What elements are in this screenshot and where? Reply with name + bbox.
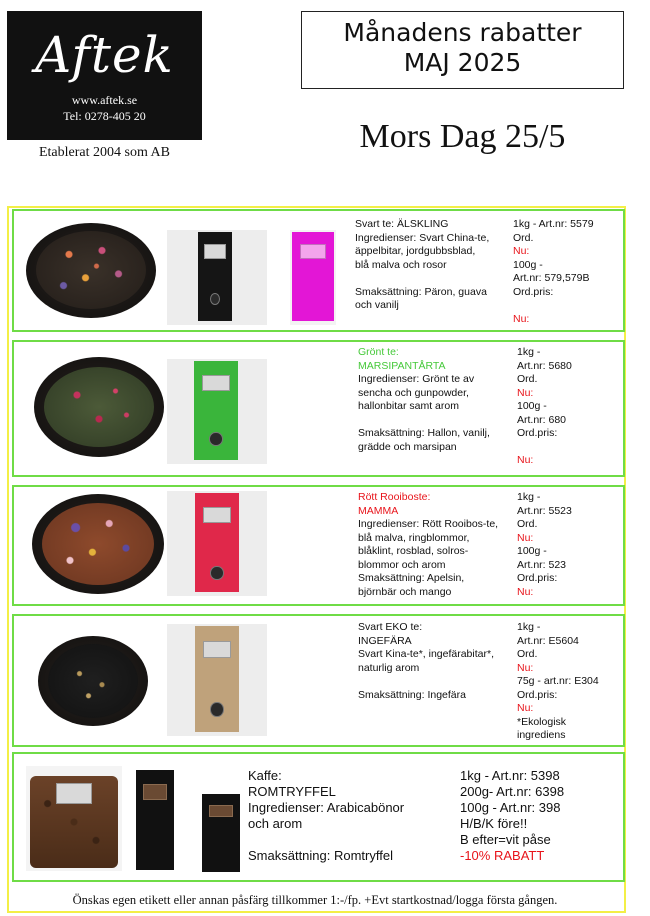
text-line: Rött Rooiboste: bbox=[358, 491, 431, 503]
kraft-bag-photo bbox=[167, 624, 267, 736]
text-line: Ingredienser: Svart China-te, bbox=[355, 231, 490, 244]
text-line: INGEFÄRA bbox=[358, 634, 412, 647]
text-line: Ingredienser: Grönt te av bbox=[358, 373, 475, 385]
red-tea-bag bbox=[195, 493, 239, 592]
text-line: Ord.pris: bbox=[513, 285, 554, 298]
text-line bbox=[513, 299, 618, 313]
text-line: Smaksättning: Päron, guava bbox=[355, 285, 487, 298]
text-line: Smaksättning: Hallon, vanilj, bbox=[358, 427, 490, 439]
title-line-1: Månadens rabatter bbox=[343, 18, 582, 47]
text-line: Ord.pris: bbox=[517, 427, 558, 439]
text-line: 100g - bbox=[513, 258, 543, 271]
tea-bowl-image bbox=[34, 357, 164, 457]
bag-label bbox=[300, 244, 327, 258]
coffee-beans-bag-photo bbox=[26, 766, 122, 871]
occasion-heading: Mors Dag 25/5 bbox=[359, 118, 566, 155]
coffee-beans-bag bbox=[30, 776, 118, 868]
bag-window bbox=[210, 702, 223, 717]
text-line: Art.nr: 680 bbox=[517, 413, 567, 426]
bag-label bbox=[209, 805, 233, 817]
aftek-logo bbox=[7, 11, 202, 140]
tea-bowl-image bbox=[26, 223, 156, 318]
text-line: 200g- Art.nr: 6398 bbox=[460, 784, 565, 799]
text-line: Nu: bbox=[513, 312, 530, 325]
text-line: Art.nr: E5604 bbox=[517, 634, 579, 647]
product-price-list bbox=[513, 218, 618, 326]
text-line bbox=[355, 272, 505, 286]
text-line: Ord. bbox=[517, 373, 538, 385]
text-line: Nu: bbox=[517, 454, 534, 466]
bag-window bbox=[210, 293, 220, 305]
text-line: grädde och marsipan bbox=[358, 440, 457, 453]
black-coffee-bag-1 bbox=[136, 770, 174, 870]
text-line: Grönt te: bbox=[358, 346, 399, 358]
black-coffee-bag-2 bbox=[202, 794, 240, 872]
product-panel-alskling bbox=[12, 209, 625, 332]
bag-label bbox=[143, 784, 167, 800]
text-line: 1kg - bbox=[517, 491, 541, 503]
bag-label bbox=[204, 244, 226, 258]
green-tea-bag bbox=[194, 361, 238, 460]
text-line: Svart te: ÄLSKLING bbox=[355, 218, 449, 230]
text-line: Nu: bbox=[517, 386, 534, 399]
text-line bbox=[358, 675, 513, 689]
text-line bbox=[517, 441, 617, 455]
text-line: MAMMA bbox=[358, 504, 399, 517]
text-line: Nu: bbox=[517, 585, 534, 598]
tea-leaves bbox=[48, 644, 138, 718]
product-panel-marsipantarta bbox=[12, 340, 625, 477]
green-bag-photo bbox=[167, 359, 267, 464]
text-line: ingrediens bbox=[517, 729, 566, 741]
bag-window bbox=[209, 432, 222, 446]
text-line: och arom bbox=[248, 816, 303, 831]
text-line: Nu: bbox=[517, 531, 534, 544]
bag-label bbox=[202, 375, 230, 391]
text-line: 1kg - Art.nr: 5398 bbox=[460, 768, 560, 783]
text-line bbox=[358, 414, 513, 428]
pink-bag-photo bbox=[290, 230, 336, 325]
text-line: 100g - bbox=[517, 545, 547, 557]
text-line: och vanilj bbox=[355, 299, 399, 311]
text-line: Ingredienser: Rött Rooibos-te, bbox=[358, 518, 499, 530]
black-tea-bag bbox=[198, 232, 232, 321]
logo-website: www.aftek.se bbox=[71, 93, 138, 107]
text-line: -10% RABATT bbox=[460, 848, 545, 863]
text-line: ROMTRYFFEL bbox=[248, 784, 336, 799]
text-line: naturlig arom bbox=[358, 661, 420, 674]
tea-bowl-image bbox=[38, 636, 148, 726]
bag-window bbox=[210, 566, 223, 580]
text-line: Svart Kina-te*, ingefärabitar*, bbox=[358, 648, 494, 660]
text-line: 1kg - bbox=[517, 346, 541, 358]
text-line: blommor och arom bbox=[358, 558, 446, 571]
product-description bbox=[358, 621, 513, 702]
tea-bowl-image bbox=[32, 494, 164, 594]
product-description bbox=[358, 491, 513, 599]
product-panel-romtryffel bbox=[12, 752, 625, 882]
tea-leaves bbox=[44, 367, 154, 447]
text-line: 1kg - Art.nr: 5579 bbox=[513, 218, 594, 230]
product-price-list bbox=[517, 621, 622, 743]
text-line: blåklint, rosblad, solros- bbox=[358, 545, 469, 557]
pink-tea-bag bbox=[292, 232, 334, 321]
established-text: Etablerat 2004 som AB bbox=[38, 145, 171, 160]
product-price-list bbox=[460, 768, 620, 864]
text-line: B efter=vit påse bbox=[460, 832, 551, 847]
logo-name: Aftek bbox=[35, 26, 174, 84]
kraft-tea-bag bbox=[195, 626, 239, 732]
product-price-list bbox=[517, 346, 617, 468]
bag-label bbox=[56, 783, 91, 803]
text-line: Kaffe: bbox=[248, 768, 282, 783]
text-line: Ord.pris: bbox=[517, 572, 558, 584]
text-line: Nu: bbox=[513, 245, 530, 257]
text-line: äppelbitar, jordgubbsblad, bbox=[355, 245, 476, 257]
text-line: 75g - art.nr: E304 bbox=[517, 675, 599, 687]
red-bag-photo bbox=[167, 491, 267, 596]
text-line: Ord. bbox=[513, 231, 534, 244]
product-panel-mamma bbox=[12, 485, 625, 606]
text-line: Nu: bbox=[517, 661, 534, 674]
text-line: Svart EKO te: bbox=[358, 621, 423, 633]
text-line: Ord. bbox=[517, 518, 538, 530]
tea-leaves bbox=[36, 231, 146, 309]
text-line: 1kg - bbox=[517, 621, 541, 633]
text-line: Art.nr: 579,579B bbox=[513, 272, 590, 284]
product-description bbox=[358, 346, 513, 454]
title-line-2: MAJ 2025 bbox=[403, 48, 522, 77]
text-line: björnbär och mango bbox=[358, 585, 452, 598]
black-bag-photo bbox=[167, 230, 267, 325]
text-line: *Ekologisk bbox=[517, 715, 567, 728]
text-line: Ord. bbox=[517, 648, 538, 660]
text-line: Art.nr: 5523 bbox=[517, 504, 572, 517]
text-line: Art.nr: 5680 bbox=[517, 359, 572, 372]
product-description bbox=[248, 768, 428, 864]
product-panel-ingefara bbox=[12, 614, 625, 747]
text-line: Ingredienser: Arabicabönor bbox=[248, 800, 405, 815]
footer-note: Önskas egen etikett eller annan påsfärg tillkommer 1:-/fp. +Evt startkostnad/logga första gången. bbox=[72, 893, 558, 907]
text-line bbox=[248, 832, 428, 848]
title-box bbox=[301, 11, 624, 89]
text-line: Smaksättning: Romtryffel bbox=[248, 848, 393, 863]
text-line: blå malva och rosor bbox=[355, 258, 447, 271]
text-line: H/B/K före!! bbox=[460, 816, 528, 831]
text-line: hallonbitar samt arom bbox=[358, 400, 459, 412]
text-line: sencha och gunpowder, bbox=[358, 386, 469, 399]
logo-phone: Tel: 0278-405 20 bbox=[63, 109, 146, 123]
text-line: Smaksättning: Ingefära bbox=[358, 688, 466, 701]
product-description bbox=[355, 218, 505, 313]
bag-label bbox=[203, 507, 231, 523]
text-line: MARSIPANTÅRTA bbox=[358, 359, 446, 372]
text-line: Ord.pris: bbox=[517, 688, 558, 701]
tea-leaves bbox=[42, 503, 154, 585]
text-line: 100g - Art.nr: 398 bbox=[460, 800, 561, 815]
text-line: Smaksättning: Apelsin, bbox=[358, 572, 465, 584]
text-line: 100g - bbox=[517, 400, 547, 412]
text-line: blå malva, ringblommor, bbox=[358, 531, 470, 544]
text-line: Nu: bbox=[517, 702, 534, 714]
text-line: Art.nr: 523 bbox=[517, 558, 567, 571]
product-price-list bbox=[517, 491, 617, 599]
bag-label bbox=[203, 641, 231, 658]
